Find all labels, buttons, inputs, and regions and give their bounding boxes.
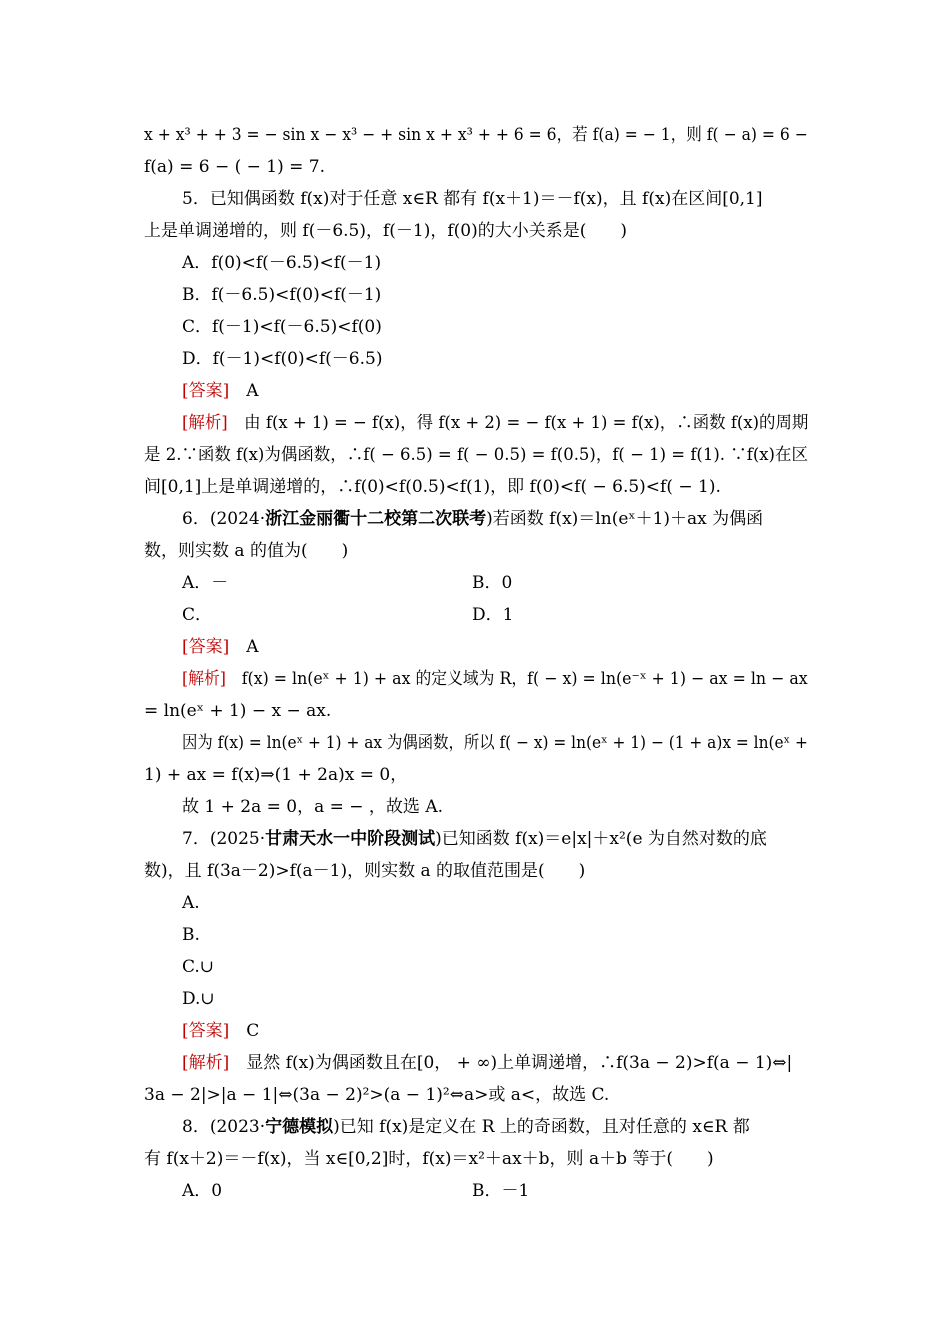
question-5: 5．已知偶函数 f(x)对于任意 x∈R 都有 f(x＋1)＝－f(x)，且 f(x)在区间[0,1] xyxy=(182,189,763,209)
answer-line: [答案] A xyxy=(182,637,259,657)
option-b: B．f(－6.5)<f(0)<f(－1) xyxy=(182,285,382,305)
text-line: 上是单调递增的，则 f(－6.5)，f(－1)，f(0)的大小关系是( ) xyxy=(144,221,628,241)
analysis-line: [解析] 显然 f(x)为偶函数且在[0， + ∞)上单调递增，∴f(3a − 2)>f(a − 1)⇔| xyxy=(182,1053,793,1073)
option-c: C．f(－1)<f(－6.5)<f(0) xyxy=(182,317,382,337)
answer-tag: [答案] xyxy=(182,1021,230,1041)
text-line: 有 f(x＋2)＝－f(x)，当 x∈[0,2]时，f(x)＝x²＋ax＋b，则 a＋b 等于( ) xyxy=(144,1149,714,1169)
option-d: D．f(－1)<f(0)<f(－6.5) xyxy=(182,349,383,369)
analysis-tag: [解析] xyxy=(182,1053,230,1073)
text-line: = ln(eˣ + 1) − x − ax. xyxy=(144,701,332,721)
text-line: 是 2.∵函数 f(x)为偶函数，∴f( − 6.5) = f( − 0.5) = f(0.5)，f( − 1) = f(1). ∵f(x)在区 xyxy=(144,445,808,465)
option-d: D.∪ xyxy=(182,989,215,1009)
answer-line: [答案] A xyxy=(182,381,259,401)
option-b: B. xyxy=(182,925,200,945)
source-label: 甘肃天水一中阶段测试 xyxy=(265,829,436,849)
question-7: 7．(2025·甘肃天水一中阶段测试)已知函数 f(x)＝e|x|＋x²(e 为自然对数的底 xyxy=(182,829,767,849)
answer-line: [答案] C xyxy=(182,1021,260,1041)
question-6: 6．(2024·浙江金丽衢十二校第二次联考)若函数 f(x)＝ln(eˣ＋1)＋ax 为偶函 xyxy=(182,509,764,529)
option-c: C． xyxy=(182,605,213,625)
analysis-line: [解析] f(x) = ln(eˣ + 1) + ax 的定义域为 R，f( − x) = ln(e⁻ˣ + 1) − ax = ln − ax xyxy=(182,669,808,689)
text-line: 数，则实数 a 的值为( ) xyxy=(144,541,349,561)
answer-tag: [答案] xyxy=(182,637,230,657)
source-label: 宁德模拟 xyxy=(265,1117,334,1137)
option-a: A．f(0)<f(－6.5)<f(－1) xyxy=(182,253,382,273)
option-b: B．－1 xyxy=(472,1181,530,1201)
answer-tag: [答案] xyxy=(182,381,230,401)
question-8: 8．(2023·宁德模拟)已知 f(x)是定义在 R 上的奇函数，且对任意的 x∈R 都 xyxy=(182,1117,750,1137)
text-line: 因为 f(x) = ln(eˣ + 1) + ax 为偶函数，所以 f( − x) = ln(eˣ + 1) − (1 + a)x = ln(eˣ + xyxy=(182,733,808,753)
analysis-tag: [解析] xyxy=(182,669,226,689)
text-line: f(a) = 6 − ( − 1) = 7. xyxy=(144,157,326,177)
text-line: 1) + ax = f(x)⇒(1 + 2a)x = 0， xyxy=(144,765,408,785)
option-a: A．－ xyxy=(182,573,229,593)
option-d: D．1 xyxy=(472,605,514,625)
text-line: 间[0,1]上是单调递增的，∴f(0)<f(0.5)<f(1)，即 f(0)<f( − 6.5)<f( − 1). xyxy=(144,477,721,497)
option-a: A．0 xyxy=(182,1181,223,1201)
option-a: A. xyxy=(182,893,200,913)
option-b: B．0 xyxy=(472,573,513,593)
option-c: C.∪ xyxy=(182,957,215,977)
source-label: 浙江金丽衢十二校第二次联考 xyxy=(265,509,487,529)
text-line: 故 1 + 2a = 0，a = − ，故选 A. xyxy=(182,797,444,817)
analysis-tag: [解析] xyxy=(182,413,228,433)
text-line: x + x³ + + 3 = − sin x − x³ − + sin x + x³ + + 6 = 6，若 f(a) = − 1，则 f( − a) = 6 − xyxy=(144,125,808,145)
text-line: 数)，且 f(3a－2)>f(a－1)，则实数 a 的取值范围是( ) xyxy=(144,861,586,881)
text-line: 3a − 2|>|a − 1|⇔(3a − 2)²>(a − 1)²⇔a>或 a<，故选 C. xyxy=(144,1085,610,1105)
analysis-line: [解析] 由 f(x + 1) = − f(x)，得 f(x + 2) = − f(x + 1) = f(x)，∴函数 f(x)的周期 xyxy=(182,413,809,433)
